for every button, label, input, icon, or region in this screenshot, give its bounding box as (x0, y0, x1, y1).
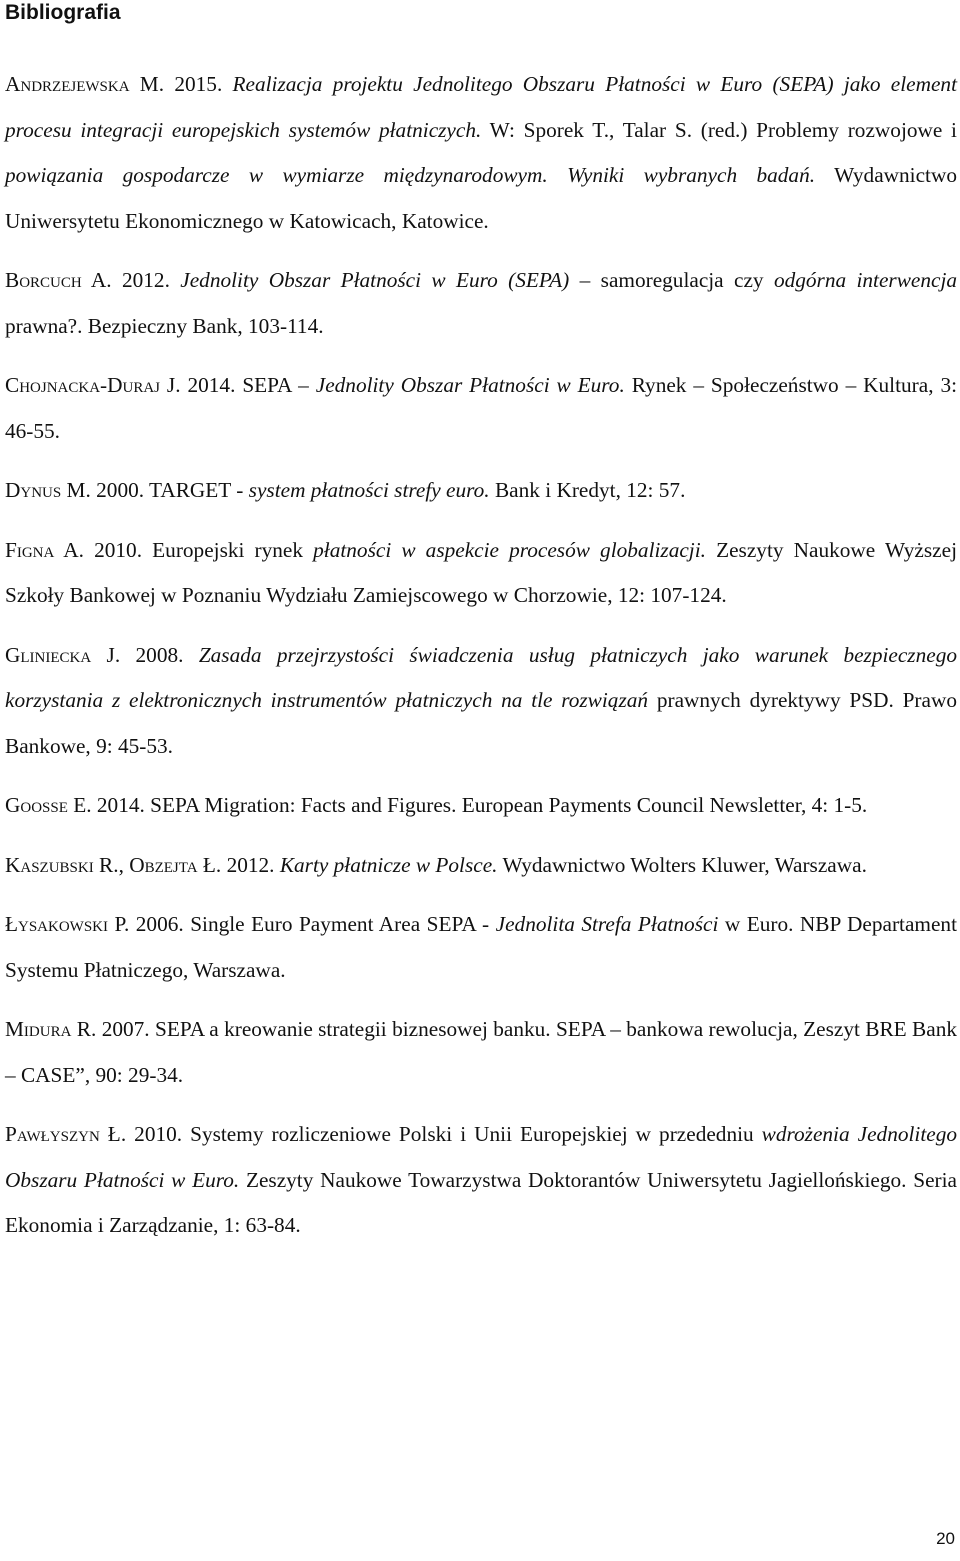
entry-year: 2014. (96, 793, 145, 817)
entry-title: Karty płatnicze w Polsce. (279, 852, 498, 877)
entry-title: Realizacja projektu Jednolitego Obszaru Płatności w Euro (SEPA) jako element procesu integracji europejskich systemów płatniczych. (5, 72, 957, 142)
entry-title: Zasada przejrzystości świadczenia usług płatniczych jako warunek bezpiecznego korzystania z elektronicznych instrumentów płatniczych na tle rozwiązań (5, 642, 957, 712)
entry-year: 2008. (135, 642, 184, 667)
page-number: 20 (936, 1529, 955, 1548)
bibliography-entry (5, 1007, 957, 1098)
entry-year: 2010. (134, 1122, 183, 1146)
bibliography-list (5, 62, 957, 1249)
bibliography-entry (5, 843, 957, 889)
entry-details: SEPA Migration: Facts and Figures. European Payments Council Newsletter, 4: 1-5. (150, 793, 868, 817)
entry-authors: Gliniecka J. (5, 642, 121, 667)
entry-title-continued: odgórna interwencja (773, 268, 958, 292)
entry-details: Systemy rozliczeniowe Polski i Unii Europejskiej w przededniu (190, 1122, 754, 1146)
entry-details: prawnych dyrektywy PSD. Prawo Bankowe, 9: 45-53. (5, 688, 958, 758)
entry-details: Europejski rynek (152, 537, 304, 562)
entry-title-continued: płatności w aspekcie procesów globalizacji. (313, 537, 706, 562)
entry-title-continued: wdrożenia Jednolitego Obszaru Płatności w Euro. (5, 1122, 957, 1192)
bibliography-entry (5, 528, 957, 619)
entry-year: 2000. (96, 478, 145, 502)
entry-details-continued: Bank i Kredyt, 12: 57. (494, 478, 686, 502)
entry-details: W: Sporek T., Talar S. (red.) Problemy rozwojowe i (489, 117, 957, 142)
entry-authors: Pawłyszyn Ł. (5, 1122, 127, 1146)
entry-authors: Andrzejewska M. (5, 72, 165, 96)
entry-authors: Borcuch A. (5, 268, 112, 292)
entry-details: SEPA a kreowanie strategii biznesowej banku. SEPA – bankowa rewolucja, Zeszyt BRE Bank – CASE”, 90: 29-34. (5, 1017, 957, 1087)
entry-year: 2012. (121, 268, 170, 292)
entry-title-continued: powiązania gospodarcze w wymiarze międzynarodowym. Wyniki wybranych badań. (5, 163, 816, 187)
entry-year: 2007. (101, 1017, 150, 1041)
entry-authors: Chojnacka-Duraj J. (5, 373, 181, 397)
entry-details-continued: w Euro. NBP Departament Systemu Płatniczego, Warszawa. (5, 912, 958, 982)
entry-authors: Figna A. (5, 537, 84, 562)
entry-details: Wydawnictwo Wolters Kluwer, Warszawa. (502, 852, 867, 877)
entry-authors: Dynus M. (5, 478, 91, 502)
entry-details-continued: Rynek – Społeczeństwo – Kultura, 3: 46-55. (5, 373, 958, 443)
entry-details: TARGET - (149, 478, 244, 502)
entry-year: 2012. (226, 852, 275, 877)
bibliography-entry (5, 633, 957, 770)
entry-title-continued: Jednolita Strefa Płatności (495, 912, 719, 936)
bibliography-entry (5, 468, 957, 514)
entry-title: Jednolity Obszar Płatności w Euro (SEPA) (180, 268, 570, 292)
page-title: Bibliografia (5, 1, 121, 24)
entry-year: 2015. (174, 72, 223, 96)
entry-year: 2010. (94, 537, 143, 562)
entry-year: 2014. (187, 373, 236, 397)
entry-details-continued: Wydawnictwo Uniwersytetu Ekonomicznego w Katowicach, Katowice. (5, 163, 957, 233)
bibliography-entry (5, 62, 957, 244)
entry-authors: Midura R. (5, 1017, 97, 1041)
entry-year: 2006. (135, 912, 184, 936)
entry-authors: Łysakowski P. (5, 912, 130, 936)
entry-details: – samoregulacja czy (579, 268, 764, 292)
entry-details: Single Euro Payment Area SEPA - (190, 912, 490, 936)
entry-details-continued: prawna?. Bezpieczny Bank, 103-114. (5, 313, 324, 338)
bibliography-entry (5, 363, 957, 454)
entry-authors: Kaszubski R., Obzejta Ł. (5, 852, 222, 877)
bibliography-entry (5, 783, 957, 829)
entry-title-continued: Jednolity Obszar Płatności w Euro. (315, 373, 625, 397)
entry-title-continued: system płatności strefy euro. (248, 478, 490, 502)
bibliography-page (5, 0, 957, 1263)
entry-authors: Goosse E. (5, 793, 92, 817)
entry-details: SEPA – (242, 373, 309, 397)
entry-details-continued: Zeszyty Naukowe Wyższej Szkoły Bankowej w Poznaniu Wydziału Zamiejscowego w Chorzowie, 12: 107-124. (5, 537, 957, 607)
bibliography-entry (5, 258, 957, 349)
bibliography-entry (5, 902, 957, 993)
bibliography-entry (5, 1112, 957, 1249)
entry-details-continued: Zeszyty Naukowe Towarzystwa Doktorantów Uniwersytetu Jagiellońskiego. Seria Ekonomia i Zarządzanie, 1: 63-84. (5, 1167, 957, 1237)
